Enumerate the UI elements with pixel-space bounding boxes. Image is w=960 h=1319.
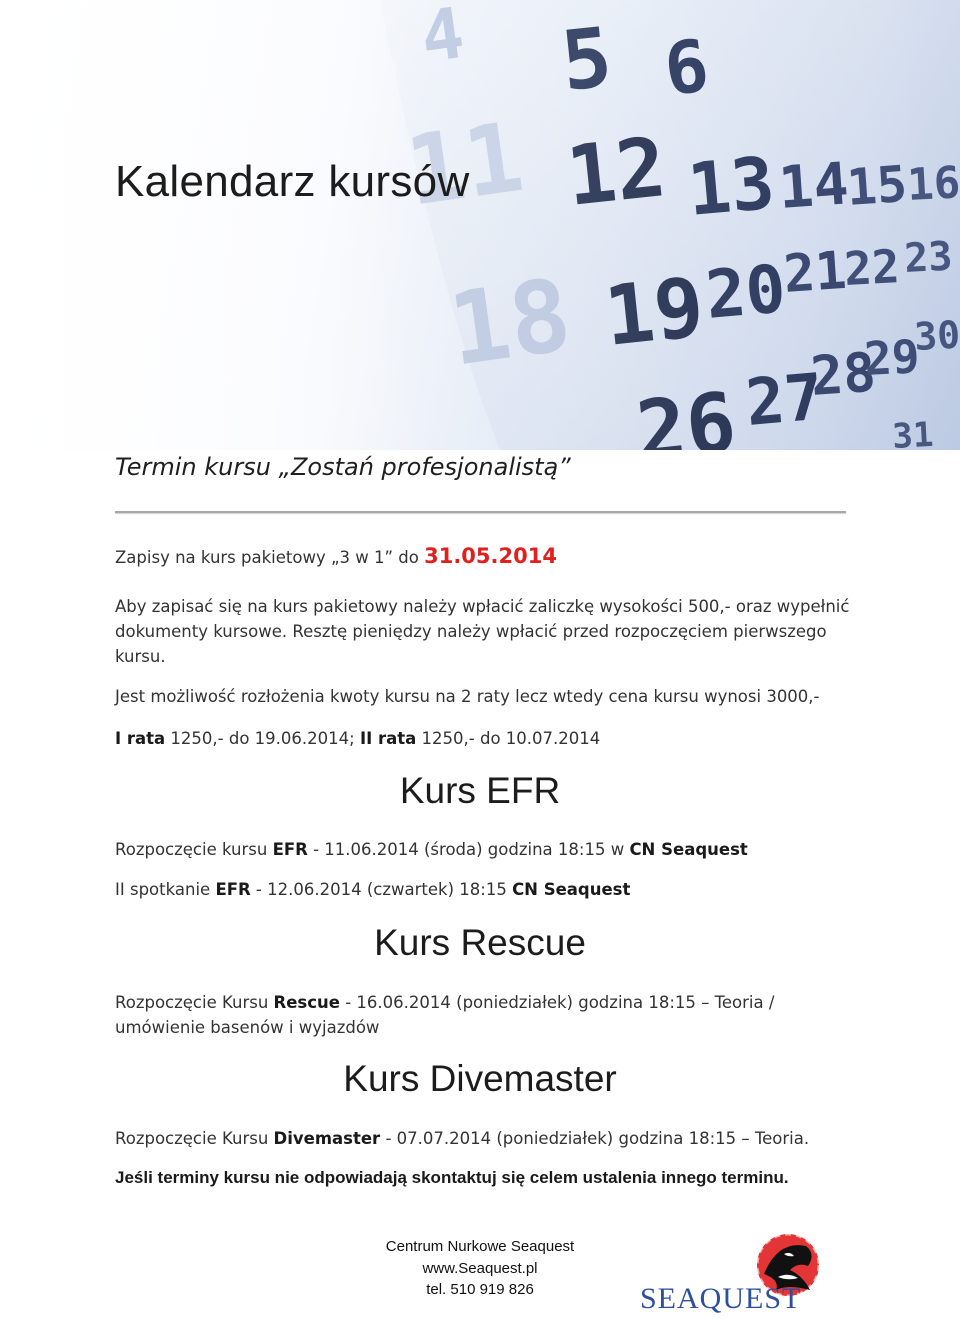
efr-line-2-c: - 12.06.2014 (czwartek) 18:15 — [250, 880, 513, 899]
efr-line-1-d: CN Seaquest — [629, 840, 748, 859]
company-name: Centrum Nurkowe Seaquest — [385, 1238, 575, 1255]
installments-paragraph: Jest możliwość rozłożenia kwoty kursu na 2 raty lecz wtedy cena kursu wynosi 3000,- — [115, 687, 820, 706]
efr-line-1-a: Rozpoczęcie kursu — [115, 840, 273, 859]
efr-line-1-c: - 11.06.2014 (środa) godzina 18:15 w — [307, 840, 630, 859]
divemaster-line — [115, 1126, 850, 1151]
rata2-text: 1250,- do 10.07.2014 — [416, 729, 601, 748]
course-subtitle: Termin kursu „Zostań profesjonalistą” — [115, 453, 571, 481]
heading-efr: Kurs EFR — [399, 770, 561, 811]
rescue-line — [115, 990, 850, 1040]
deposit-paragraph: Aby zapisać się na kurs pakietowy należy wpłacić zaliczkę wysokości 500,- oraz wypełnić dokumenty kursowe. Resztę pieniędzy należy wpłacić przed rozpoczęciem pierwszego kursu. — [115, 597, 850, 666]
heading-divemaster: Kurs Divemaster — [343, 1058, 617, 1099]
divemaster-line-b: Divemaster — [273, 1129, 381, 1148]
efr-line-2-b: EFR — [215, 880, 251, 899]
contact-note: Jeśli terminy kursu nie odpowiadają skontaktuj się celem ustalenia innego terminu. — [115, 1168, 789, 1187]
efr-line-1 — [115, 837, 850, 862]
divemaster-line-a: Rozpoczęcie Kursu — [115, 1129, 274, 1148]
efr-line-2-d: CN Seaquest — [512, 880, 631, 899]
enroll-deadline: 31.05.2014 — [424, 544, 557, 568]
calendar-illustration — [0, 0, 960, 450]
phone-number: tel. 510 919 826 — [426, 1281, 534, 1298]
rata1-text: 1250,- do 19.06.2014; — [165, 729, 360, 748]
efr-line-2-a: II spotkanie — [115, 880, 216, 899]
efr-line-1-b: EFR — [272, 840, 308, 859]
installments-schedule — [115, 726, 850, 751]
rata2-label: II rata — [359, 729, 417, 748]
rescue-line-c: - 16.06.2014 (poniedziałek) godzina 18:15 – Teoria / umówienie basenów i wyjazdów — [115, 993, 775, 1037]
footer-contact — [300, 1236, 660, 1301]
page-title: Kalendarz kursów — [115, 157, 470, 206]
header-calendar-image — [0, 0, 960, 450]
divemaster-line-c: - 07.07.2014 (poniedziałek) godzina 18:15 – Teoria. — [380, 1129, 810, 1148]
rescue-line-a: Rozpoczęcie Kursu — [115, 993, 274, 1012]
rescue-line-b: Rescue — [273, 993, 340, 1012]
rata1-label: I rata — [115, 729, 166, 748]
seaquest-logo — [638, 1232, 833, 1314]
heading-rescue: Kurs Rescue — [374, 922, 586, 963]
divider — [115, 511, 846, 513]
efr-line-2 — [115, 877, 850, 902]
logo-text: SEAQUEST — [640, 1282, 802, 1314]
enroll-text: Zapisy na kurs pakietowy „3 w 1” do — [115, 548, 419, 567]
website-link[interactable]: www.Seaquest.pl — [422, 1259, 538, 1277]
enroll-line — [115, 544, 850, 570]
